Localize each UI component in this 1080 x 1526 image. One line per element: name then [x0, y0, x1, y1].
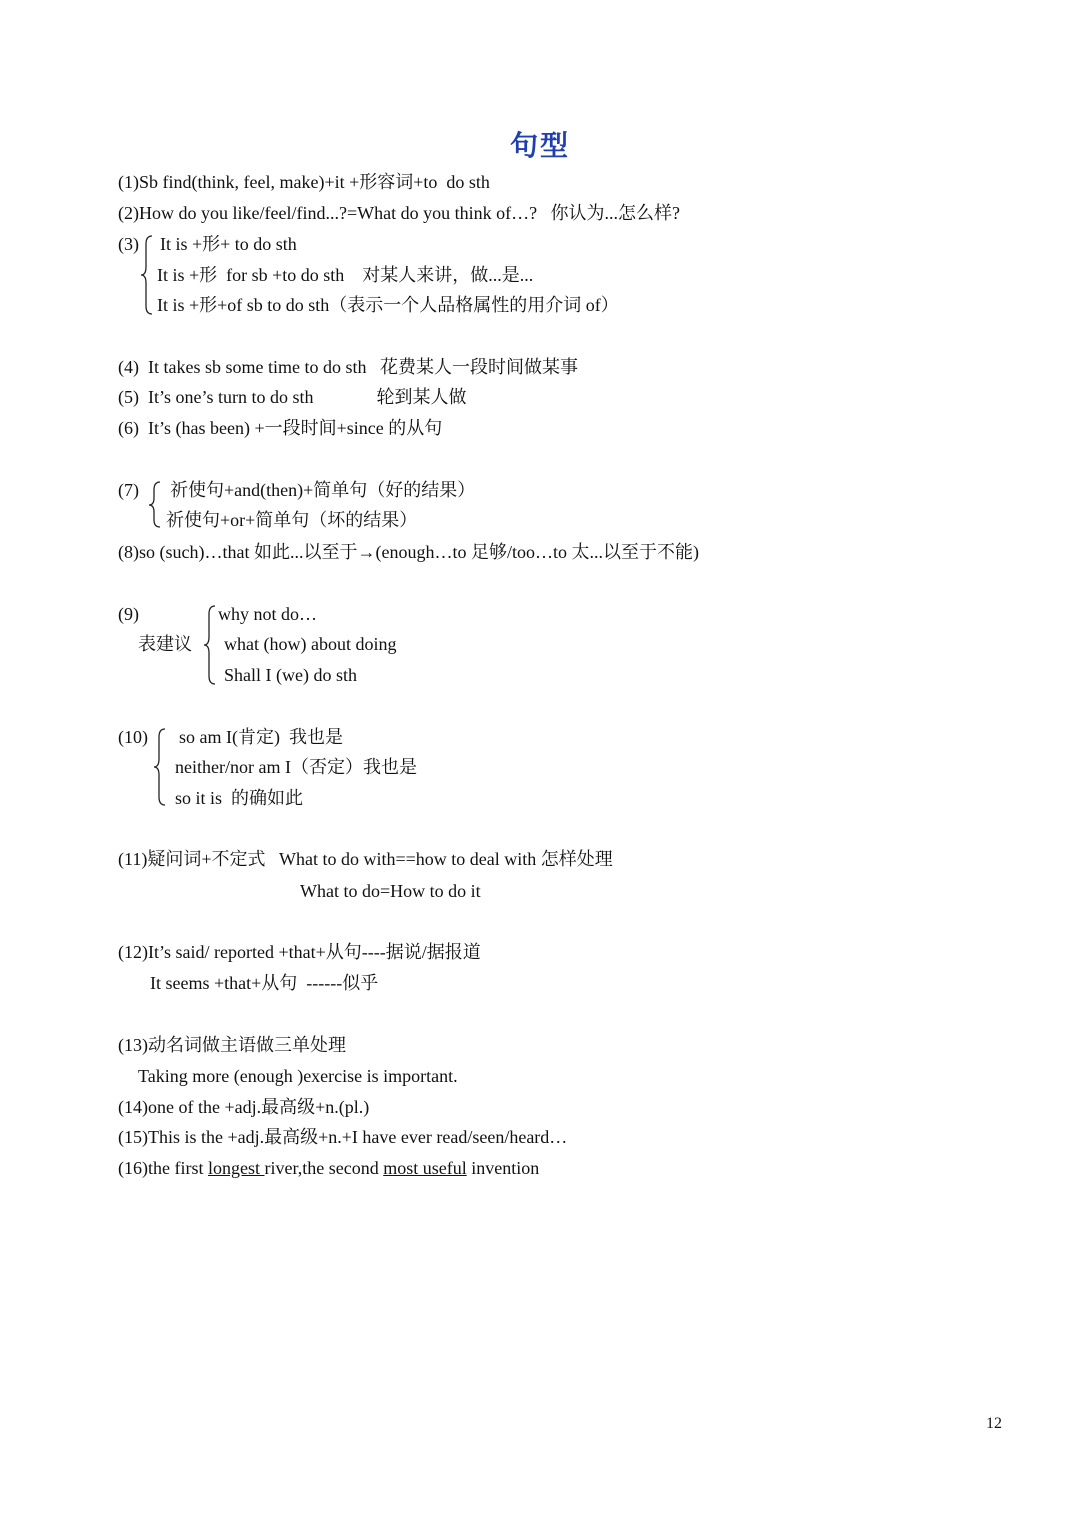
pattern-7-brace: [148, 480, 164, 530]
pattern-10-line-c: so it is 的确如此: [175, 788, 304, 808]
pattern-9-label: 表建议: [138, 634, 192, 654]
pattern-7-line-a: 祈使句+and(then)+简单句（好的结果）: [170, 480, 476, 500]
pattern-9-line-b: what (how) about doing: [224, 634, 397, 654]
page-number: 12: [986, 1415, 1002, 1432]
pattern-16-suffix: invention: [466, 1158, 540, 1178]
pattern-3-line-c: It is +形+of sb to do sth（表示一个人品格属性的用介词 of）: [157, 295, 619, 315]
sentence-pattern-6: (6) It’s (has been) +一段时间+since 的从句: [118, 418, 443, 438]
page-title: 句型: [509, 129, 570, 162]
sentence-pattern-4: (4) It takes sb some time to do sth 花费某人一段时间做某事: [118, 357, 578, 377]
pattern-10-line-a: so am I(肯定) 我也是: [179, 727, 343, 747]
pattern-9-brace: [203, 604, 219, 686]
pattern-13-line-b: Taking more (enough )exercise is important.: [138, 1066, 458, 1086]
sentence-pattern-15: (15)This is the +adj.最高级+n.+I have ever read/seen/heard…: [118, 1127, 568, 1147]
sentence-pattern-16: [118, 1157, 539, 1179]
pattern-3-line-b: It is +形 for sb +to do sth 对某人来讲，做...是...: [157, 265, 534, 285]
pattern-13-line-a: (13)动名词做主语做三单处理: [118, 1035, 346, 1055]
pattern-3-line-a: It is +形+ to do sth: [160, 234, 297, 254]
pattern-3-number: (3): [118, 234, 139, 254]
sentence-pattern-2: (2)How do you like/feel/find...?=What do you think of…? 你认为...怎么样?: [118, 203, 681, 223]
pattern-11-line-b: What to do=How to do it: [300, 881, 481, 901]
pattern-9-line-c: Shall I (we) do sth: [224, 665, 357, 685]
pattern-16-prefix: (16)the first: [118, 1158, 208, 1178]
sentence-pattern-5: (5) It’s one’s turn to do sth 轮到某人做: [118, 387, 467, 407]
pattern-7-number: (7): [118, 480, 139, 500]
pattern-16-underlined-longest: longest: [207, 1158, 265, 1178]
pattern-10-brace: [153, 727, 169, 807]
pattern-10-number: (10): [118, 727, 148, 747]
pattern-7-line-b: 祈使句+or+简单句（坏的结果）: [166, 510, 418, 530]
sentence-pattern-1: (1)Sb find(think, feel, make)+it +形容词+to do sth: [118, 172, 490, 192]
sentence-pattern-14: (14)one of the +adj.最高级+n.(pl.): [118, 1097, 370, 1117]
pattern-9-line-a: why not do…: [218, 604, 317, 624]
pattern-12-line-b: It seems +that+从句 ------似乎: [150, 973, 379, 993]
pattern-9-number: (9): [118, 604, 139, 624]
pattern-12-line-a: (12)It’s said/ reported +that+从句----据说/据报道: [118, 942, 481, 962]
pattern-11-line-a: (11)疑问词+不定式 What to do with==how to deal with 怎样处理: [118, 849, 613, 869]
pattern-3-brace: [140, 234, 156, 316]
pattern-16-underlined-most-useful: most useful: [383, 1158, 467, 1178]
sentence-pattern-8: (8)so (such)…that 如此...以至于→(enough…to 足够/too…to 太...以至于不能): [118, 542, 699, 562]
pattern-16-middle: river,the second: [264, 1158, 384, 1178]
pattern-10-line-b: neither/nor am I（否定）我也是: [175, 757, 417, 777]
